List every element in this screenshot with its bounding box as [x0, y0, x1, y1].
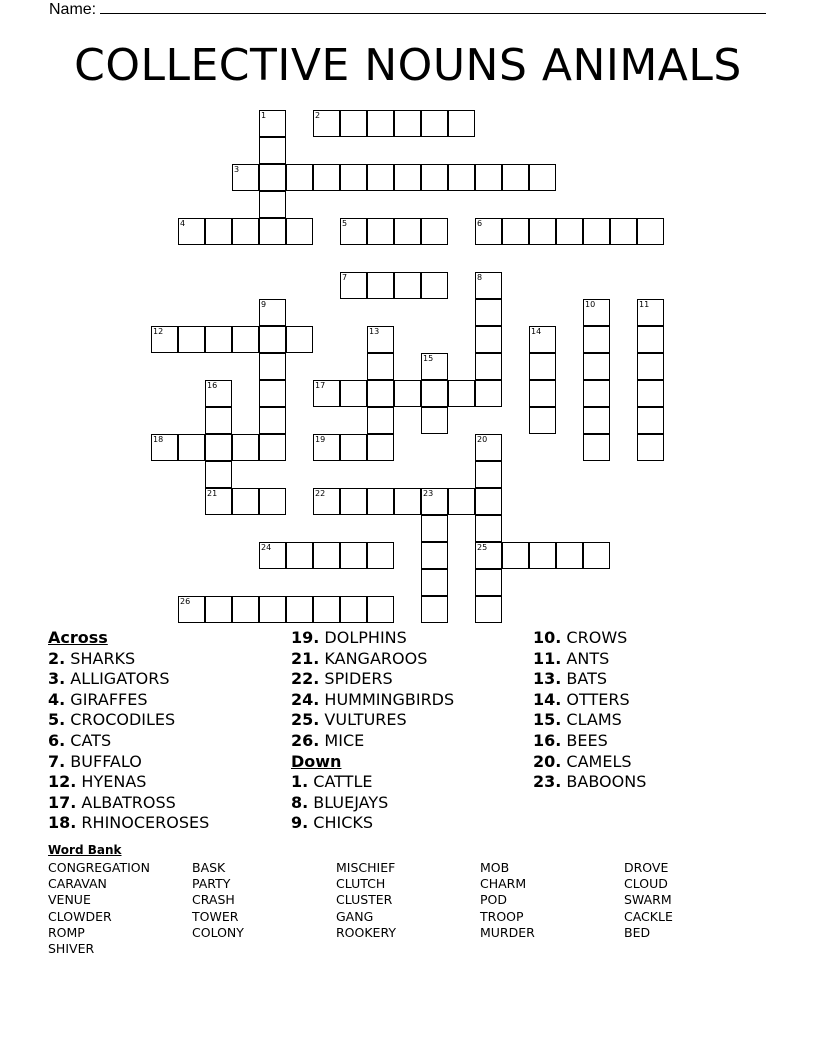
grid-cell[interactable] [367, 380, 394, 407]
grid-cell[interactable] [259, 164, 286, 191]
grid-cell[interactable] [448, 380, 475, 407]
word-bank-word: PARTY [192, 876, 231, 892]
clue-item [48, 752, 209, 773]
grid-cell[interactable] [556, 218, 583, 245]
clue-item [533, 710, 646, 731]
clue-number: 14 [531, 327, 542, 336]
clue-item-text: HUMMINGBIRDS [319, 689, 455, 709]
word-bank-word: CLOUD [624, 876, 668, 892]
clue-item [291, 731, 454, 752]
grid-cell[interactable] [205, 461, 232, 488]
grid-cell[interactable] [529, 218, 556, 245]
grid-cell[interactable] [637, 299, 664, 326]
grid-cell[interactable] [583, 380, 610, 407]
clue-number: 8 [477, 273, 483, 282]
grid-cell[interactable] [313, 110, 340, 137]
clue-item [291, 793, 454, 814]
word-bank-word: VENUE [48, 892, 91, 908]
grid-cell[interactable] [313, 596, 340, 623]
grid-cell[interactable] [205, 488, 232, 515]
grid-cell[interactable] [205, 434, 232, 461]
word-bank-word: CLUTCH [336, 876, 386, 892]
clue-item-text: CLAMS [561, 710, 622, 730]
word-bank-word: MOB [480, 860, 510, 875]
clue-item-number: 14. [533, 689, 562, 709]
word-bank-column [336, 860, 396, 941]
clue-item [291, 669, 454, 690]
grid-cell[interactable] [340, 272, 367, 299]
grid-cell[interactable] [421, 488, 448, 515]
grid-cell[interactable] [421, 164, 448, 191]
clue-item-number: 13. [533, 669, 562, 689]
clue-number: 3 [234, 165, 240, 174]
clue-item-number: 8. [291, 792, 309, 812]
clue-number: 1 [261, 111, 267, 120]
clue-number: 19 [315, 435, 326, 444]
clue-item [291, 690, 454, 711]
clue-item [48, 731, 209, 752]
grid-cell[interactable] [259, 191, 286, 218]
word-bank-word: MISCHIEF [336, 860, 396, 875]
grid-cell[interactable] [610, 218, 637, 245]
grid-cell[interactable] [232, 434, 259, 461]
clue-item-text: MICE [319, 730, 365, 750]
clue-item [48, 690, 209, 711]
grid-cell[interactable] [259, 380, 286, 407]
clue-item-number: 16. [533, 730, 562, 750]
clue-item-number: 21. [291, 648, 320, 668]
name-line [49, 0, 766, 19]
clue-item [533, 690, 646, 711]
grid-cell[interactable] [475, 272, 502, 299]
word-bank-word: CHARM [480, 876, 527, 892]
grid-cell[interactable] [313, 380, 340, 407]
clue-number: 10 [585, 300, 596, 309]
clues-column-2 [291, 628, 454, 834]
clue-number: 15 [423, 354, 434, 363]
grid-cell[interactable] [421, 353, 448, 380]
grid-cell[interactable] [583, 542, 610, 569]
clue-item-text: BATS [561, 669, 608, 689]
word-bank-column [624, 860, 673, 941]
clue-item-number: 15. [533, 710, 562, 730]
grid-cell[interactable] [340, 434, 367, 461]
word-bank-word: CACKLE [624, 908, 673, 924]
grid-cell[interactable] [259, 353, 286, 380]
clue-item [533, 628, 646, 649]
grid-cell[interactable] [259, 326, 286, 353]
grid-cell[interactable] [421, 515, 448, 542]
clue-item-text: CATTLE [308, 772, 373, 792]
clue-item-text: BEES [561, 730, 608, 750]
clue-item [533, 752, 646, 773]
grid-cell[interactable] [367, 110, 394, 137]
grid-cell[interactable] [502, 218, 529, 245]
clue-number: 24 [261, 543, 272, 552]
grid-cell[interactable] [205, 218, 232, 245]
grid-cell[interactable] [232, 164, 259, 191]
grid-cell[interactable] [394, 164, 421, 191]
word-bank-word: CRASH [192, 892, 235, 908]
grid-cell[interactable] [286, 596, 313, 623]
clue-item-number: 22. [291, 669, 320, 689]
grid-cell[interactable] [340, 110, 367, 137]
grid-cell[interactable] [151, 326, 178, 353]
clue-item-number: 3. [48, 669, 66, 689]
clue-item [533, 669, 646, 690]
grid-cell[interactable] [259, 137, 286, 164]
grid-cell[interactable] [421, 218, 448, 245]
grid-cell[interactable] [259, 434, 286, 461]
word-bank-word: MURDER [480, 924, 535, 940]
clue-item-text: ANTS [561, 648, 610, 668]
clue-item-number: 23. [533, 772, 562, 792]
clue-item [48, 772, 209, 793]
grid-cell[interactable] [313, 488, 340, 515]
clue-item-number: 5. [48, 710, 66, 730]
clue-item-number: 26. [291, 730, 320, 750]
clue-number: 11 [639, 300, 650, 309]
grid-cell[interactable] [340, 218, 367, 245]
grid-cell[interactable] [178, 596, 205, 623]
clue-number: 25 [477, 543, 488, 552]
word-bank-word: CLUSTER [336, 892, 393, 908]
grid-cell[interactable] [178, 218, 205, 245]
clue-item-number: 2. [48, 648, 66, 668]
grid-cell[interactable] [286, 164, 313, 191]
clue-number: 17 [315, 381, 326, 390]
grid-cell[interactable] [475, 164, 502, 191]
grid-cell[interactable] [529, 542, 556, 569]
grid-cell[interactable] [475, 542, 502, 569]
word-bank-word: DROVE [624, 860, 669, 875]
clue-item [291, 772, 454, 793]
grid-cell[interactable] [151, 434, 178, 461]
word-bank-word: SWARM [624, 892, 672, 908]
page-title: COLLECTIVE NOUNS ANIMALS [74, 40, 742, 91]
grid-cell[interactable] [475, 488, 502, 515]
clue-item-text: DOLPHINS [319, 628, 407, 647]
clue-item-text: CAMELS [561, 751, 632, 771]
clue-item-text: SHARKS [65, 648, 136, 668]
word-bank-column [48, 860, 150, 957]
grid-cell[interactable] [421, 272, 448, 299]
grid-cell[interactable] [637, 353, 664, 380]
grid-cell[interactable] [502, 164, 529, 191]
grid-cell[interactable] [367, 272, 394, 299]
clue-number: 4 [180, 219, 186, 228]
clue-item [291, 813, 454, 834]
grid-cell[interactable] [367, 488, 394, 515]
clue-number: 12 [153, 327, 164, 336]
clue-number: 13 [369, 327, 380, 336]
clues-column-3 [533, 628, 646, 793]
clue-item [291, 710, 454, 731]
grid-cell[interactable] [286, 326, 313, 353]
clue-item-number: 12. [48, 772, 77, 792]
grid-cell[interactable] [259, 596, 286, 623]
grid-cell[interactable] [475, 515, 502, 542]
word-bank-word: BED [624, 924, 651, 940]
clue-number: 22 [315, 489, 326, 498]
clue-item-number: 7. [48, 751, 66, 771]
clue-item [48, 793, 209, 814]
clue-number: 21 [207, 489, 218, 498]
clue-item [291, 628, 454, 649]
word-bank-word: GANG [336, 908, 374, 924]
grid-cell[interactable] [259, 110, 286, 137]
grid-cell[interactable] [421, 380, 448, 407]
name-blank[interactable] [100, 0, 766, 14]
word-bank-word: ROMP [48, 924, 85, 940]
clue-item-number: 17. [48, 792, 77, 812]
grid-cell[interactable] [394, 218, 421, 245]
name-label: Name: [49, 1, 97, 18]
grid-cell[interactable] [340, 488, 367, 515]
clue-item-number: 9. [291, 813, 309, 833]
clues-column-1 [48, 628, 209, 834]
grid-cell[interactable] [367, 164, 394, 191]
grid-cell[interactable] [367, 407, 394, 434]
clue-item-text: CHICKS [308, 813, 374, 833]
grid-cell[interactable] [232, 326, 259, 353]
clue-item-number: 25. [291, 710, 320, 730]
grid-cell[interactable] [394, 110, 421, 137]
grid-cell[interactable] [313, 164, 340, 191]
grid-cell[interactable] [556, 542, 583, 569]
grid-cell[interactable] [367, 218, 394, 245]
clue-number: 2 [315, 111, 321, 120]
clue-item-number: 18. [48, 813, 77, 833]
grid-cell[interactable] [637, 434, 664, 461]
grid-cell[interactable] [367, 326, 394, 353]
clue-item-text: BUFFALO [65, 751, 142, 771]
clue-number: 5 [342, 219, 348, 228]
grid-cell[interactable] [394, 488, 421, 515]
grid-cell[interactable] [583, 218, 610, 245]
grid-cell[interactable] [529, 326, 556, 353]
grid-cell[interactable] [637, 407, 664, 434]
grid-cell[interactable] [475, 353, 502, 380]
grid-cell[interactable] [394, 272, 421, 299]
grid-cell[interactable] [529, 353, 556, 380]
word-bank-word: TROOP [480, 908, 524, 924]
grid-cell[interactable] [583, 326, 610, 353]
grid-cell[interactable] [178, 326, 205, 353]
grid-cell[interactable] [340, 164, 367, 191]
grid-cell[interactable] [205, 326, 232, 353]
clue-item-text: SPIDERS [319, 669, 393, 689]
clue-item [291, 649, 454, 670]
grid-cell[interactable] [313, 542, 340, 569]
grid-cell[interactable] [232, 596, 259, 623]
clue-item-text: CATS [65, 730, 112, 750]
clue-number: 16 [207, 381, 218, 390]
clue-number: 26 [180, 597, 191, 606]
clue-number: 9 [261, 300, 267, 309]
grid-cell[interactable] [286, 218, 313, 245]
grid-cell[interactable] [259, 218, 286, 245]
word-bank-word: BASK [192, 860, 226, 875]
grid-cell[interactable] [259, 407, 286, 434]
clue-item-text: BLUEJAYS [308, 792, 389, 812]
clue-item [48, 813, 209, 834]
clue-item-text: CROCODILES [65, 710, 176, 730]
grid-cell[interactable] [232, 218, 259, 245]
grid-cell[interactable] [475, 380, 502, 407]
grid-cell[interactable] [421, 407, 448, 434]
clue-item-number: 4. [48, 689, 66, 709]
grid-cell[interactable] [367, 353, 394, 380]
grid-cell[interactable] [475, 299, 502, 326]
clue-item-text: VULTURES [319, 710, 407, 730]
grid-cell[interactable] [340, 542, 367, 569]
word-bank-word: SHIVER [48, 941, 95, 957]
grid-cell[interactable] [583, 407, 610, 434]
clue-item-text: ALLIGATORS [65, 669, 170, 689]
word-bank-word: COLONY [192, 924, 244, 940]
clue-number: 6 [477, 219, 483, 228]
grid-cell[interactable] [502, 542, 529, 569]
grid-cell[interactable] [259, 542, 286, 569]
grid-cell[interactable] [448, 164, 475, 191]
grid-cell[interactable] [475, 434, 502, 461]
clue-item-text: BABOONS [561, 772, 647, 792]
word-bank-column [480, 860, 535, 941]
grid-cell[interactable] [475, 461, 502, 488]
grid-cell[interactable] [232, 488, 259, 515]
clue-item-text: HYENAS [76, 772, 147, 792]
grid-cell[interactable] [421, 542, 448, 569]
clue-item-number: 6. [48, 730, 66, 750]
grid-cell[interactable] [313, 434, 340, 461]
grid-cell[interactable] [475, 326, 502, 353]
clue-number: 20 [477, 435, 488, 444]
grid-cell[interactable] [205, 380, 232, 407]
grid-cell[interactable] [421, 569, 448, 596]
grid-cell[interactable] [367, 596, 394, 623]
grid-cell[interactable] [529, 407, 556, 434]
grid-cell[interactable] [637, 218, 664, 245]
word-bank-word: POD [480, 892, 508, 908]
word-bank-word: CONGREGATION [48, 860, 150, 875]
grid-cell[interactable] [205, 407, 232, 434]
grid-cell[interactable] [475, 569, 502, 596]
grid-cell[interactable] [529, 164, 556, 191]
grid-cell[interactable] [583, 434, 610, 461]
down-clue-list-cont [533, 628, 646, 793]
grid-cell[interactable] [583, 353, 610, 380]
clue-item-number: 19. [291, 628, 320, 647]
clue-item-number: 20. [533, 751, 562, 771]
across-clue-list-cont [291, 628, 454, 752]
grid-cell[interactable] [340, 380, 367, 407]
across-heading: Across [48, 628, 108, 647]
grid-cell[interactable] [340, 596, 367, 623]
down-heading: Down [291, 751, 342, 771]
word-bank-heading: Word Bank [48, 843, 122, 857]
clue-number: 23 [423, 489, 434, 498]
clue-item-text: ALBATROSS [76, 792, 176, 812]
grid-cell[interactable] [583, 299, 610, 326]
word-bank-word: ROOKERY [336, 924, 396, 940]
grid-cell[interactable] [367, 542, 394, 569]
grid-cell[interactable] [475, 218, 502, 245]
clue-number: 7 [342, 273, 348, 282]
clue-item-text: GIRAFFES [65, 689, 148, 709]
down-clue-list [291, 772, 454, 834]
word-bank-word: TOWER [192, 908, 239, 924]
grid-cell[interactable] [529, 380, 556, 407]
grid-cell[interactable] [394, 380, 421, 407]
clue-item-text: OTTERS [561, 689, 630, 709]
grid-cell[interactable] [637, 380, 664, 407]
grid-cell[interactable] [259, 299, 286, 326]
clue-item-number: 10. [533, 628, 562, 647]
clue-item [533, 772, 646, 793]
grid-cell[interactable] [421, 596, 448, 623]
word-bank-word: CLOWDER [48, 908, 112, 924]
clue-item-number: 1. [291, 772, 309, 792]
clue-number: 18 [153, 435, 164, 444]
grid-cell[interactable] [448, 110, 475, 137]
clue-item [533, 649, 646, 670]
grid-cell[interactable] [367, 434, 394, 461]
grid-cell[interactable] [178, 434, 205, 461]
clue-item [48, 649, 209, 670]
clue-item-number: 11. [533, 648, 562, 668]
grid-cell[interactable] [205, 596, 232, 623]
word-bank-word: CARAVAN [48, 876, 107, 892]
grid-cell[interactable] [637, 326, 664, 353]
clue-item [533, 731, 646, 752]
clue-item-text: RHINOCEROSES [76, 813, 210, 833]
grid-cell[interactable] [421, 110, 448, 137]
grid-cell[interactable] [286, 542, 313, 569]
clue-item-text: KANGAROOS [319, 648, 428, 668]
grid-cell[interactable] [448, 488, 475, 515]
word-bank-column [192, 860, 244, 941]
clue-item [48, 710, 209, 731]
grid-cell[interactable] [475, 596, 502, 623]
across-clue-list [48, 649, 209, 834]
clue-item [48, 669, 209, 690]
clue-item-number: 24. [291, 689, 320, 709]
grid-cell[interactable] [259, 488, 286, 515]
clue-item-text: CROWS [561, 628, 628, 647]
